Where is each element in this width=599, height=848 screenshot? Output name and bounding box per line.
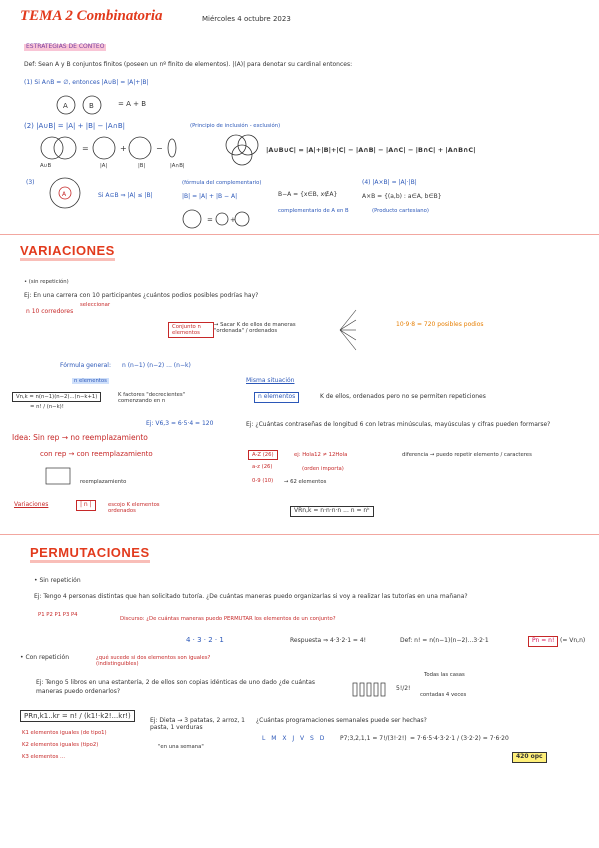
svg-text:+: + [120, 144, 127, 153]
intro-item4-def: A×B = {(a,b) : a∈A, b∈B} [362, 193, 442, 200]
intro-item1-eq: = A + B [118, 100, 146, 108]
var-idea: Idea: Sin rep → no reemplazamiento [12, 433, 148, 442]
venn-subset [48, 176, 82, 210]
var-reemplazo-diagram [44, 466, 74, 488]
perm-ej2: Ej: Tengo 5 libros en una estantería, 2 de ellos son copias idénticas de uno dado ¿de cuántas maneras puedo ordenarlos? [36, 679, 316, 695]
perm-k3: K3 elementos ... [22, 754, 66, 760]
var-reemplazamiento: reemplazamiento [80, 479, 127, 485]
var-diferencia: diferencia → puedo repetir elemento / caracteres [402, 452, 532, 458]
var-n-label: n 10 corredores [26, 308, 74, 315]
perm-k1: K1 elementos iguales (de tipo1) [22, 730, 107, 736]
intro-item4: (4) |A×B| = |A|·|B| [362, 179, 417, 186]
intro-item2: (2) |A∪B| = |A| + |B| − |A∩B| [24, 122, 125, 130]
comp-note: complementario de A en B [278, 208, 349, 214]
var-vr-formula: VRn,k = n·n·n·n ... n = nᵏ [290, 506, 374, 517]
page-date: Miércoles 4 octubre 2023 [202, 15, 291, 23]
svg-text:B: B [89, 102, 94, 110]
page-title: TEMA 2 Combinatoria [20, 8, 163, 24]
perm-frac: 5!/2! [396, 685, 411, 692]
perm-pr-formula: PRn,k1..kr = n! / (k1!·k2!...kr!) [20, 710, 135, 722]
perm-k2: K2 elementos iguales (tipo2) [22, 742, 99, 748]
venn-label-union: A∪B [40, 163, 52, 169]
var-sel-label: seleccionar [80, 302, 111, 308]
perm-calc: P7;3,2,1,1 = 7!/(3!·2!) [340, 735, 407, 742]
var-n-box: | n | [76, 500, 96, 511]
comp-formula: |B| = |A| + |B − A| [182, 193, 238, 200]
var-ej2: Ej: ¿Cuántas contraseñas de longitud 6 con letras minúsculas, mayúsculas y cifras pueden formarse? [246, 421, 551, 428]
perm-ej-calc: 4 · 3 · 2 · 1 [186, 636, 224, 644]
svg-text:=: = [82, 144, 89, 153]
var-n-elem: n elementos [74, 378, 107, 384]
perm-ej1: Ej: Tengo 4 personas distintas que han solicitado tutoría. ¿De cuántas maneras puedo organizarlas si voy a realizar las tutorías en una mañana? [34, 593, 468, 600]
var-example: Ej: En una carrera con 10 participantes ¿cuántos podios posibles podrías hay? [24, 292, 259, 299]
intro-item3-text: Si A⊆B ⇒ |A| ≤ |B| [98, 192, 153, 199]
var-idea2: con rep → con reemplazamiento [40, 450, 153, 458]
perm-pairs: P1 P2 P1 P3 P4 [38, 612, 78, 618]
perm-calc2: = 7·6·5·4·3·2·1 / (3·2·2) = 7·6·20 [410, 735, 509, 742]
var-n-elementos-box: n elementos [254, 392, 299, 403]
divider-1 [0, 234, 599, 235]
var-result: 10·9·8 = 720 posibles podios [396, 321, 484, 328]
var-variaciones-text: escojo K elementos ordenados [108, 502, 160, 515]
var-total: → 62 elementos [284, 479, 327, 485]
intro-item3: (3) [26, 179, 35, 186]
perm-respuesta: Respuesta ⇒ 4·3·2·1 = 4! [290, 637, 367, 644]
var-tree-diagram [336, 304, 392, 356]
svg-text:=: = [207, 216, 213, 224]
var-formula-terms: n (n−1) (n−2) ... (n−k) [122, 362, 191, 369]
var-nums: 0-9 (10) [252, 478, 274, 484]
inclusion-exclusion-formula: |A∪B∪C| = |A|+|B|+|C| − |A∩B| − |A∩C| − |B∩C| + |A∩B∩C| [266, 146, 476, 154]
intro-item1: (1) Si A∩B = ∅, entonces |A∪B| = |A|+|B| [24, 79, 149, 86]
var-misma: Misma situación [246, 377, 295, 384]
var-ej-hola: ej: Hola12 ≠ 12Hola [294, 452, 348, 458]
venn-three-sets [222, 132, 262, 168]
venn-union-diagram [32, 134, 212, 164]
var-k-factors: K factores "decrecientes" comenzando en n [118, 392, 186, 405]
comp-title: (fórmula del complementario) [182, 180, 262, 186]
var-bullet: • (sin repetición) [24, 279, 69, 285]
perm-answer: 420 opc [512, 752, 547, 763]
perm-ej3: Ej: Dieta → 3 patatas, 2 arroz, 1 pasta, 1 verduras [150, 717, 245, 731]
perm-pn: Pn = n! [528, 636, 558, 647]
perm-contadas: contadas 4 veces [420, 692, 467, 698]
svg-text:A: A [62, 191, 67, 198]
comp-diagram [180, 206, 250, 232]
var-formula-frac: = n! / (n−k)! [30, 404, 64, 410]
venn-label-b: |B| [138, 163, 146, 169]
var-formula-label: Fórmula general: [60, 362, 111, 369]
var-k-de-ellos: K de ellos, ordenados pero no se permiten repeticiones [320, 393, 486, 400]
var-az2: a-z (26) [252, 464, 273, 470]
perm-days: L M X J V S D [262, 735, 327, 742]
perm-semana: "en una semana" [158, 744, 204, 750]
venn-label-intersection: |A∩B| [170, 163, 185, 169]
heading-permutaciones: PERMUTACIONES [30, 545, 150, 560]
intro-def: Def: Sean A y B conjuntos finitos (poseen un nº finito de elementos). |(A)| para denotar su cardinal entonces: [24, 61, 353, 68]
var-conjunto-box: Conjunto n elementos [168, 322, 214, 338]
svg-text:A: A [63, 102, 68, 110]
svg-text:+: + [230, 216, 236, 224]
perm-todas: Todas las casas [424, 672, 465, 678]
var-sacar: → Sacar K de ellos de maneras "ordenada" / ordenados [214, 322, 296, 335]
perm-vnn: (= Vn,n) [560, 637, 586, 644]
perm-sin-rep: • Sin repetición [34, 577, 81, 584]
intro-item4-note: (Producto cartesiano) [372, 208, 429, 214]
perm-discurso: Discurso: ¿De cuántas maneras puedo PERMUTAR los elementos de un conjunto? [120, 616, 336, 622]
perm-que-sucede: ¿qué sucede si dos elementos son iguales? (indistinguibles) [96, 655, 211, 668]
var-az: A-Z (26) [248, 450, 278, 460]
venn-disjoint [52, 94, 112, 116]
perm-prog: ¿Cuántas programaciones semanales puede ser hechas? [256, 717, 427, 724]
comp-def: B−A = {x∈B, x∉A} [278, 191, 338, 198]
var-variaciones-box: Variaciones [14, 501, 49, 508]
var-orden: (orden importa) [302, 466, 344, 472]
var-ej-v: Ej: V6,3 = 6·5·4 = 120 [146, 420, 214, 427]
heading-variaciones: VARIACIONES [20, 243, 115, 258]
venn-label-a: |A| [100, 163, 108, 169]
svg-text:−: − [156, 144, 163, 153]
var-formula: Vn,k = n(n−1)(n−2)...(n−k+1) [12, 392, 101, 402]
intro-item2-note: (Principio de inclusión - exclusión) [190, 123, 281, 129]
perm-books-icon [352, 682, 388, 698]
perm-def-fact: Def: n! = n(n−1)(n−2)...3·2·1 [400, 637, 489, 644]
perm-con-rep: • Con repetición [20, 654, 70, 661]
subtitle-estrategias: ESTRATEGIAS DE CONTEO [26, 43, 105, 50]
divider-2 [0, 534, 599, 535]
